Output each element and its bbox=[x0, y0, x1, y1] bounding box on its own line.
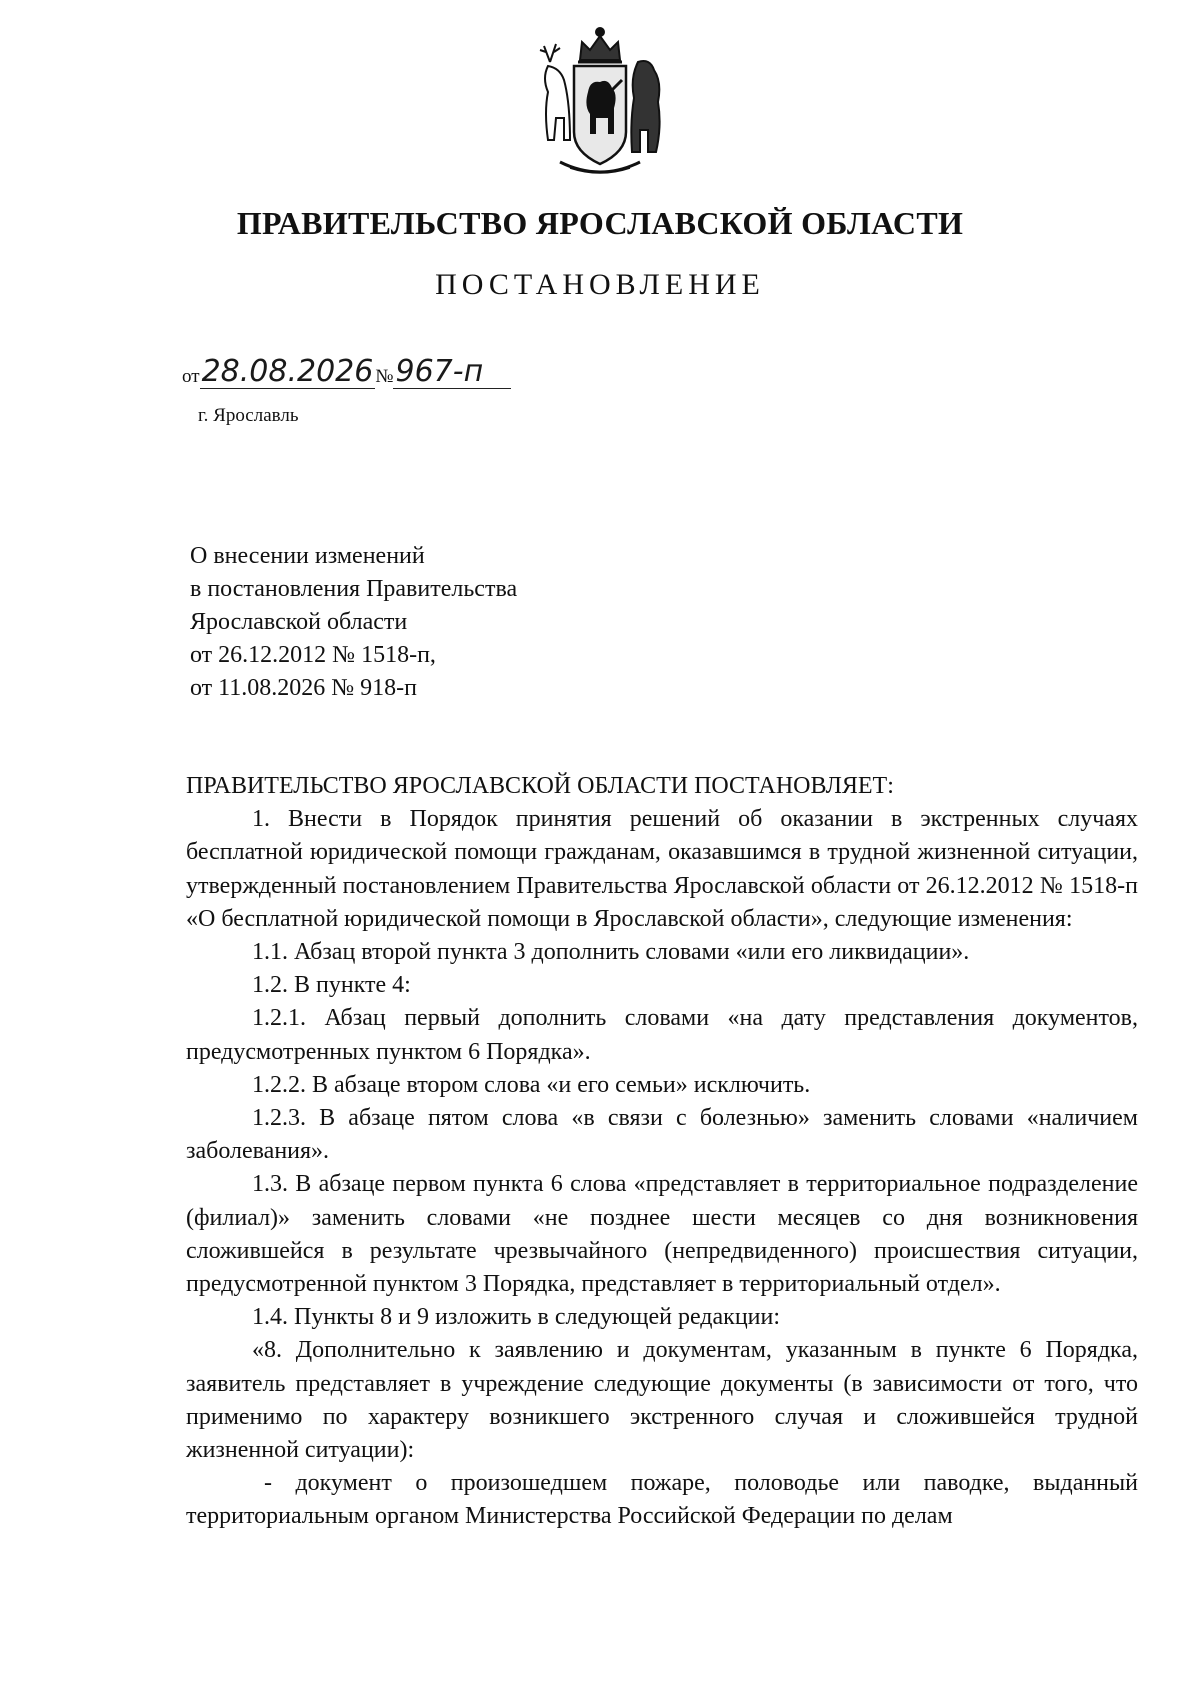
coat-of-arms-emblem bbox=[530, 22, 670, 182]
date-prefix: от bbox=[182, 366, 200, 387]
resolution-heading: ПРАВИТЕЛЬСТВО ЯРОСЛАВСКОЙ ОБЛАСТИ ПОСТАНОВЛЯЕТ: bbox=[186, 773, 894, 799]
date-number-line bbox=[182, 356, 511, 389]
subject-line: от 26.12.2012 № 1518-п, bbox=[190, 642, 436, 668]
number-prefix: № bbox=[375, 366, 394, 387]
subject-line: О внесении изменений bbox=[190, 543, 425, 569]
subject-line: Ярославской области bbox=[190, 609, 408, 635]
body-paragraph: 1.2.3. В абзаце пятом слова «в связи с болезнью» заменить словами «наличием заболевания». bbox=[186, 1105, 1138, 1165]
body-paragraph: «8. Дополнительно к заявлению и документам, указанным в пункте 6 Порядка, заявитель представляет в учреждение следующие документы (в зависимости от того, что применимо по характеру возникшего экстренного случая и сложившейся трудной жизненной ситуации): bbox=[186, 1337, 1138, 1464]
city: г. Ярославль bbox=[198, 405, 299, 426]
subject-line: от 11.08.2026 № 918-п bbox=[190, 675, 418, 701]
body-paragraph: 1.2.1. Абзац первый дополнить словами «на дату представления документов, предусмотренных пунктом 6 Порядка». bbox=[186, 1005, 1138, 1065]
document-date: 28.08.2026 bbox=[201, 354, 374, 389]
document-subject bbox=[190, 540, 517, 705]
body-paragraph: 1.3. В абзаце первом пункта 6 слова «представляет в территориальное подразделение (филиал)» заменить словами «не позднее шести месяцев со дня возникновения сложившейся в результате чрезвычайного (непредвиденного) происшествия ситуации, предусмотренной пунктом 3 Порядка, представляет в территориальный отдел». bbox=[186, 1171, 1138, 1298]
body-paragraph: 1.1. Абзац второй пункта 3 дополнить словами «или его ликвидации». bbox=[252, 939, 970, 966]
body-paragraph: - документ о произошедшем пожаре, половодье или паводке, выданный территориальным органом Министерства Российской Федерации по делам bbox=[186, 1470, 1138, 1530]
subject-line: в постановления Правительства bbox=[190, 576, 518, 602]
body-paragraph: 1. Внести в Порядок принятия решений об оказании в экстренных случаях бесплатной юридической помощи гражданам, оказавшимся в трудной жизненной ситуации, утвержденный постановлением Правительства Ярославской области от 26.12.2012 № 1518-п «О бесплатной юридической помощи в Ярославской области», следующие изменения: bbox=[186, 806, 1138, 932]
government-title: ПРАВИТЕЛЬСТВО ЯРОСЛАВСКОЙ ОБЛАСТИ bbox=[236, 205, 964, 241]
document-number: 967-п bbox=[393, 356, 511, 389]
body-paragraph: 1.4. Пункты 8 и 9 изложить в следующей редакции: bbox=[252, 1304, 781, 1331]
body-paragraph: 1.2.2. В абзаце втором слова «и его семьи» исключить. bbox=[252, 1071, 811, 1098]
document-type: ПОСТАНОВЛЕНИЕ bbox=[435, 268, 765, 301]
body-paragraph: 1.2. В пункте 4: bbox=[252, 972, 411, 999]
document-body bbox=[186, 770, 1138, 1534]
